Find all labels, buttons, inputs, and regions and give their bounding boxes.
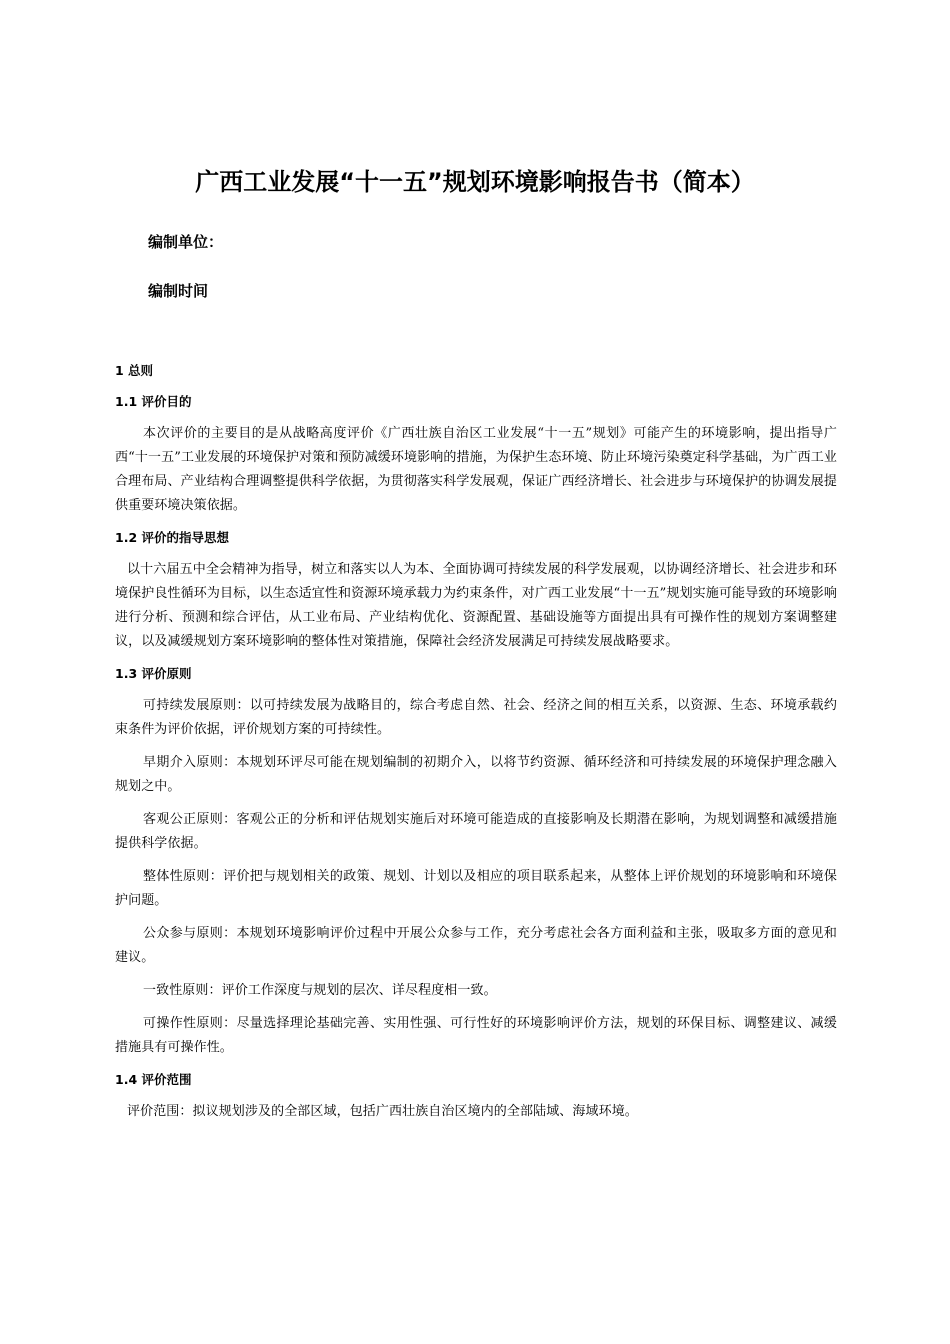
date-label: 编制时间: [148, 282, 209, 300]
section-heading-1-3: 1.3 评价原则: [115, 666, 192, 681]
paragraph-guiding-ideology: 以十六届五中全会精神为指导，树立和落实以人为本、全面协调可持续发展的科学发展观，以协调经济增长、社会进步和环境保护良性循环为目标，以生态适宜性和资源环境承载力为约束条件，对广西工业发展“十一五”规划实施可能导致的环境影响进行分析、预测和综合评估，从工业布局、产业结构优化、资源配置、基础设施等方面提出具有可操作性的规划方案调整建议，以及减缓规划方案环境影响的整体性对策措施，保障社会经济发展满足可持续发展战略要求。: [115, 562, 837, 649]
paragraph-principle-consistency: 一致性原则：评价工作深度与规划的层次、详尽程度相一致。: [143, 983, 497, 998]
document-body: [115, 360, 837, 1133]
document-title: 广西工业发展“十一五”规划环境影响报告书（简本）: [195, 168, 755, 196]
paragraph-principle-early: 早期介入原则：本规划环评尽可能在规划编制的初期介入，以将节约资源、循环经济和可持续发展的环境保护理念融入规划之中。: [115, 755, 837, 794]
section-heading-1: 1 总则: [115, 363, 154, 378]
section-heading-1-4: 1.4 评价范围: [115, 1072, 192, 1087]
paragraph-principle-sustainable: 可持续发展原则：以可持续发展为战略目的，综合考虑自然、社会、经济之间的相互关系，以资源、生态、环境承载约束条件为评价依据，评价规划方案的可持续性。: [115, 698, 837, 737]
paragraph-scope: 评价范围：拟议规划涉及的全部区域，包括广西壮族自治区境内的全部陆域、海域环境。: [127, 1104, 638, 1119]
paragraph-principle-objective: 客观公正原则：客观公正的分析和评估规划实施后对环境可能造成的直接影响及长期潜在影响，为规划调整和减缓措施提供科学依据。: [115, 812, 837, 851]
section-heading-1-1: 1.1 评价目的: [115, 394, 192, 409]
paragraph-principle-integrity: 整体性原则：评价把与规划相关的政策、规划、计划以及相应的项目联系起来，从整体上评价规划的环境影响和环境保护问题。: [115, 869, 837, 908]
paragraph-principle-public: 公众参与原则：本规划环境影响评价过程中开展公众参与工作，充分考虑社会各方面利益和主张，吸取多方面的意见和建议。: [115, 926, 837, 965]
paragraph-purpose: 本次评价的主要目的是从战略高度评价《广西壮族自治区工业发展“十一五”规划》可能产生的环境影响，提出指导广西“十一五”工业发展的环境保护对策和预防减缓环境影响的措施，为保护生态环境、防止环境污染奠定科学基础，为广西工业合理布局、产业结构合理调整提供科学依据，为贯彻落实科学发展观，保证广西经济增长、社会进步与环境保护的协调发展提供重要环境决策依据。: [115, 426, 837, 513]
paragraph-principle-operability: 可操作性原则：尽量选择理论基础完善、实用性强、可行性好的环境影响评价方法，规划的环保目标、调整建议、减缓措施具有可操作性。: [115, 1016, 837, 1055]
section-heading-1-2: 1.2 评价的指导思想: [115, 530, 229, 545]
compiler-label: 编制单位：: [148, 233, 224, 251]
